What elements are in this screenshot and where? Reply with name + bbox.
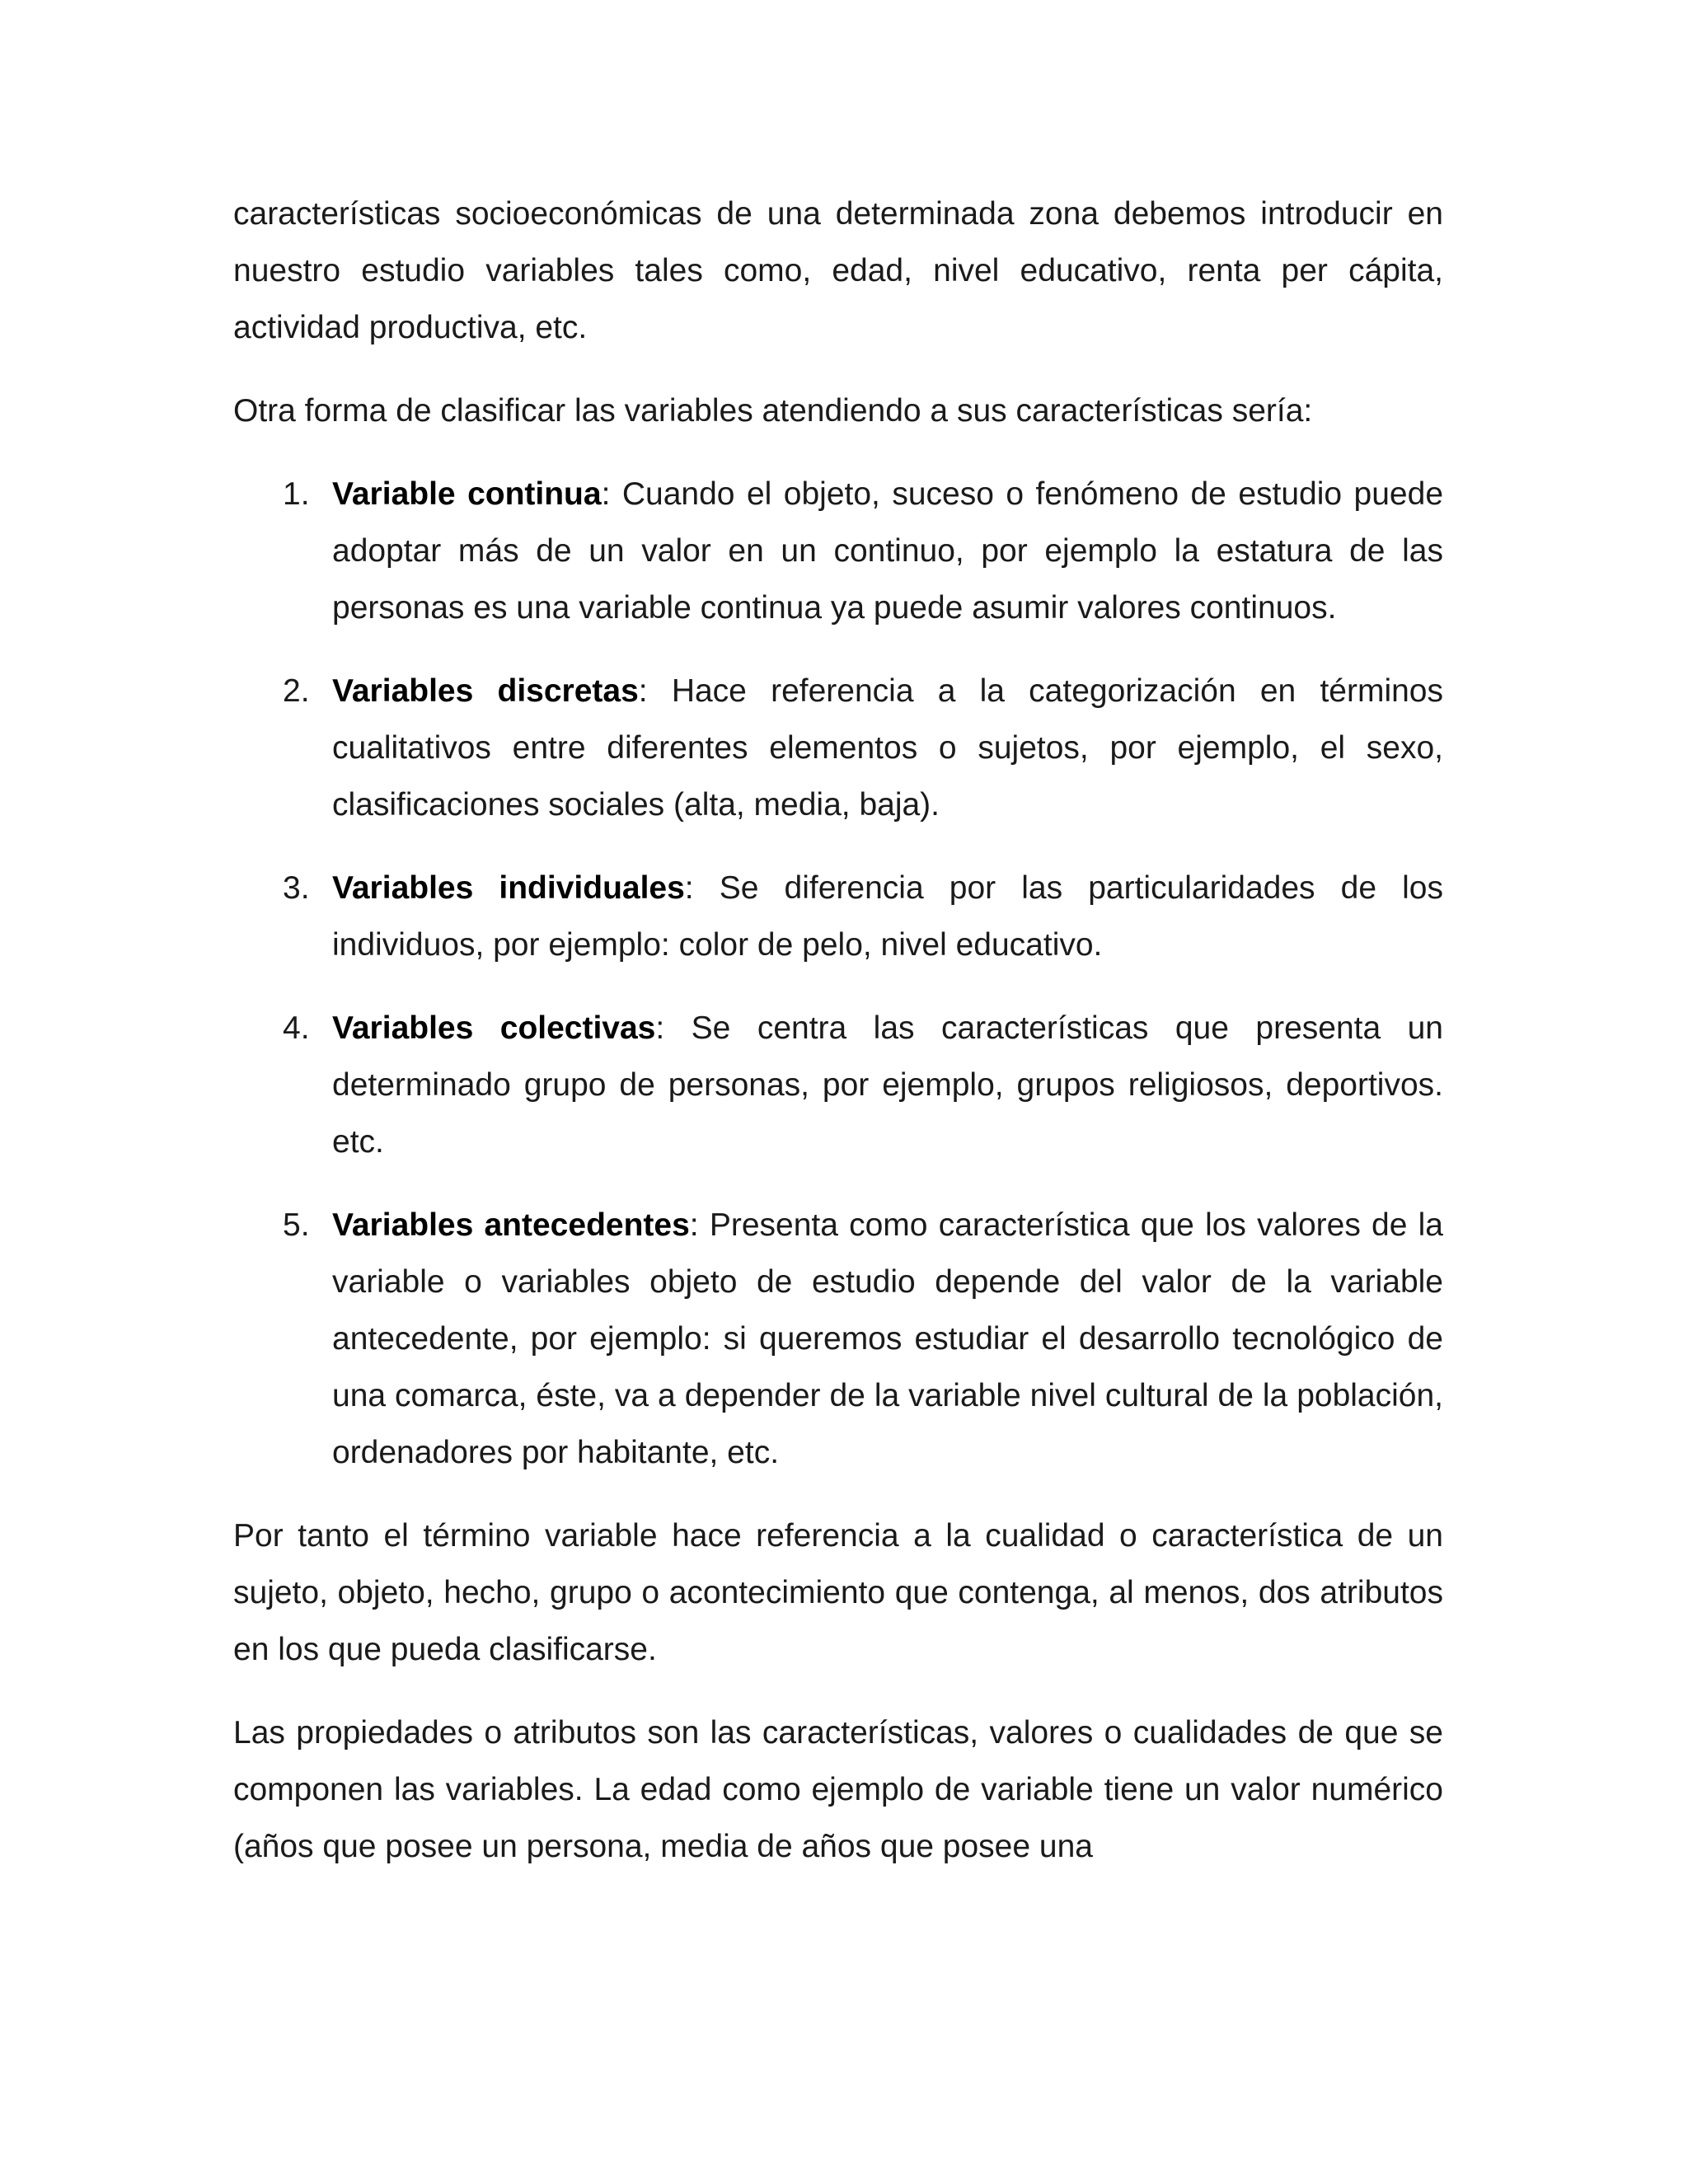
list-number: 1. [283, 476, 310, 512]
list-term: Variable continua [332, 476, 602, 512]
list-term: Variables individuales [332, 870, 685, 906]
list-number: 5. [283, 1207, 310, 1243]
list-item [233, 1000, 1443, 1170]
list-description: : Hace referencia a la categorización en términos cualitativos entre diferentes elementos o sujetos, por ejemplo, el sexo, clasificaciones sociales (alta, media, baja). [332, 673, 1443, 823]
paragraph: Por tanto el término variable hace referencia a la cualidad o característica de un sujeto, objeto, hecho, grupo o acontecimiento que contenga, al menos, dos atributos en los que pueda clasificarse. [233, 1518, 1443, 1667]
list-item [233, 860, 1443, 973]
list-item [233, 466, 1443, 636]
list-term: Variables colectivas [332, 1010, 656, 1046]
list-description: : Cuando el objeto, suceso o fenómeno de estudio puede adoptar más de un valor en un continuo, por ejemplo la estatura de las personas es una variable continua ya puede asumir valores continuos. [332, 476, 1444, 626]
document-body [233, 185, 1443, 1875]
list-intro: Otra forma de clasificar las variables atendiendo a sus características sería: [233, 393, 1313, 429]
list-number: 3. [283, 870, 310, 906]
list-term: Variables antecedentes [332, 1207, 690, 1243]
paragraph: características socioeconómicas de una determinada zona debemos introducir en nuestro estudio variables tales como, edad, nivel educativo, renta per cápita, actividad productiva, etc. [233, 196, 1443, 345]
variable-types-list [233, 466, 1443, 1481]
list-item [233, 663, 1443, 833]
list-item [233, 1197, 1443, 1481]
list-number: 2. [283, 673, 310, 709]
list-description: : Presenta como característica que los valores de la variable o variables objeto de estudio depende del valor de la variable antecedente, por ejemplo: si queremos estudiar el desarrollo tecnológico de una comarca, éste, va a depender de la variable nivel cultural de la población, ordenadores por habitante, etc. [332, 1207, 1443, 1470]
list-term: Variables discretas [332, 673, 639, 709]
list-description: : Se centra las características que presenta un determinado grupo de personas, por ejemplo, grupos religiosos, deportivos. etc. [332, 1010, 1443, 1160]
paragraph: Las propiedades o atributos son las características, valores o cualidades de que se componen las variables. La edad como ejemplo de variable tiene un valor numérico (años que posee un persona, media de años que posee una [233, 1715, 1443, 1864]
list-number: 4. [283, 1010, 310, 1046]
list-description: : Se diferencia por las particularidades de los individuos, por ejemplo: color de pelo, nivel educativo. [332, 870, 1443, 963]
